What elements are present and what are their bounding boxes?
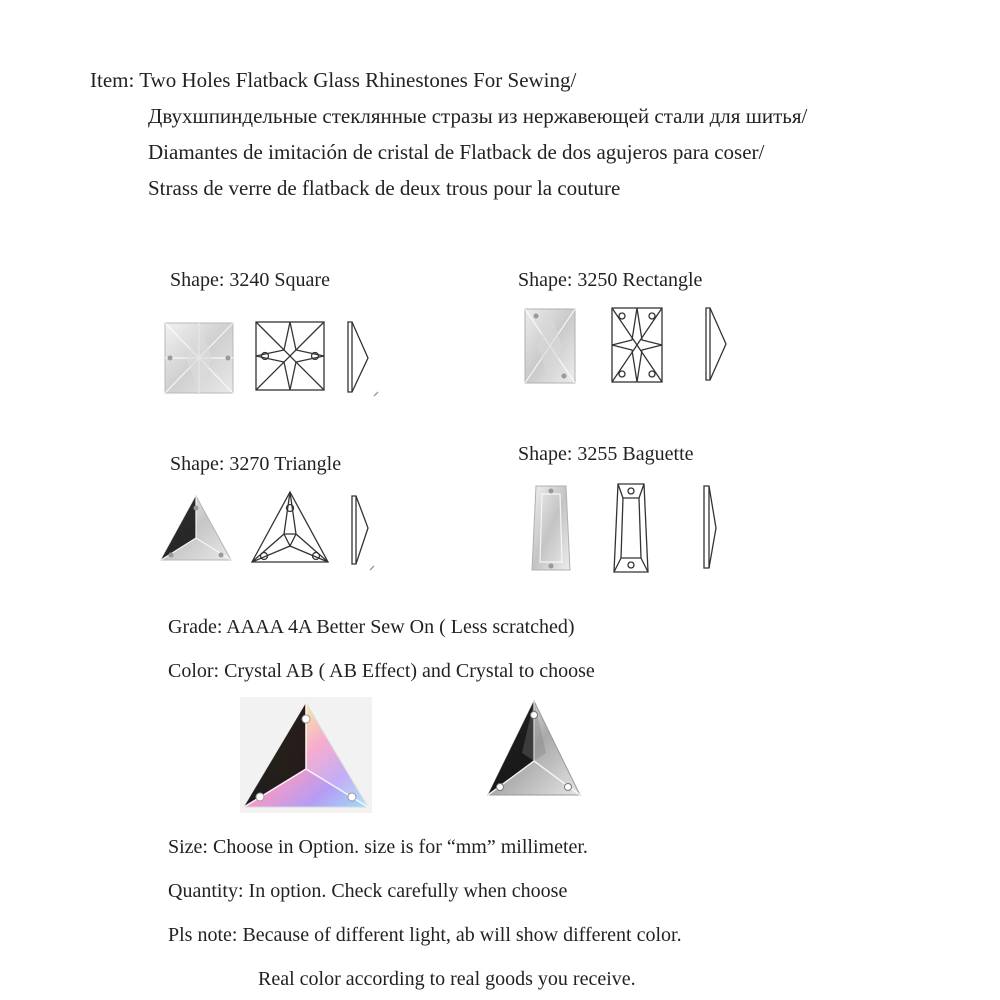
rectangle-line-drawing xyxy=(610,306,664,384)
triangle-crystal-photo xyxy=(158,492,234,566)
shape-label-baguette: Shape: 3255 Baguette xyxy=(518,443,694,465)
shape-label-rectangle: Shape: 3250 Rectangle xyxy=(518,269,703,291)
item-title-english: Item: Two Holes Flatback Glass Rhinestones For Sewing/ xyxy=(90,68,577,92)
crystal-clear-triangle-photo xyxy=(484,697,584,801)
note-continuation-text: Real color according to real goods you receive. xyxy=(258,968,636,990)
rectangle-crystal-photo xyxy=(522,306,578,386)
item-title-french: Strass de verre de flatback de deux trous pour la couture xyxy=(148,176,621,200)
square-side-profile xyxy=(344,320,384,400)
square-crystal-photo xyxy=(162,318,238,400)
triangle-side-profile xyxy=(346,492,380,572)
triangle-line-drawing xyxy=(250,490,330,566)
quantity-text: Quantity: In option. Check carefully when choose xyxy=(168,880,568,902)
shape-label-triangle: Shape: 3270 Triangle xyxy=(170,453,342,475)
crystal-ab-triangle-photo xyxy=(240,697,372,813)
item-title-russian: Двухшпиндельные стеклянные стразы из нержавеющей стали для шитья/ xyxy=(148,104,808,128)
note-text: Pls note: Because of different light, ab will show different color. xyxy=(168,924,682,946)
square-line-drawing xyxy=(254,320,326,392)
baguette-side-profile xyxy=(700,484,730,572)
size-text: Size: Choose in Option. size is for “mm” millimeter. xyxy=(168,836,588,858)
grade-text: Grade: AAAA 4A Better Sew On ( Less scratched) xyxy=(168,616,575,638)
shape-label-square: Shape: 3240 Square xyxy=(170,269,330,291)
baguette-line-drawing xyxy=(612,482,650,574)
color-text: Color: Crystal AB ( AB Effect) and Crystal to choose xyxy=(168,660,595,682)
rectangle-side-profile xyxy=(702,306,732,386)
baguette-crystal-photo xyxy=(528,482,574,574)
item-title-spanish: Diamantes de imitación de cristal de Flatback de dos agujeros para coser/ xyxy=(148,140,765,164)
